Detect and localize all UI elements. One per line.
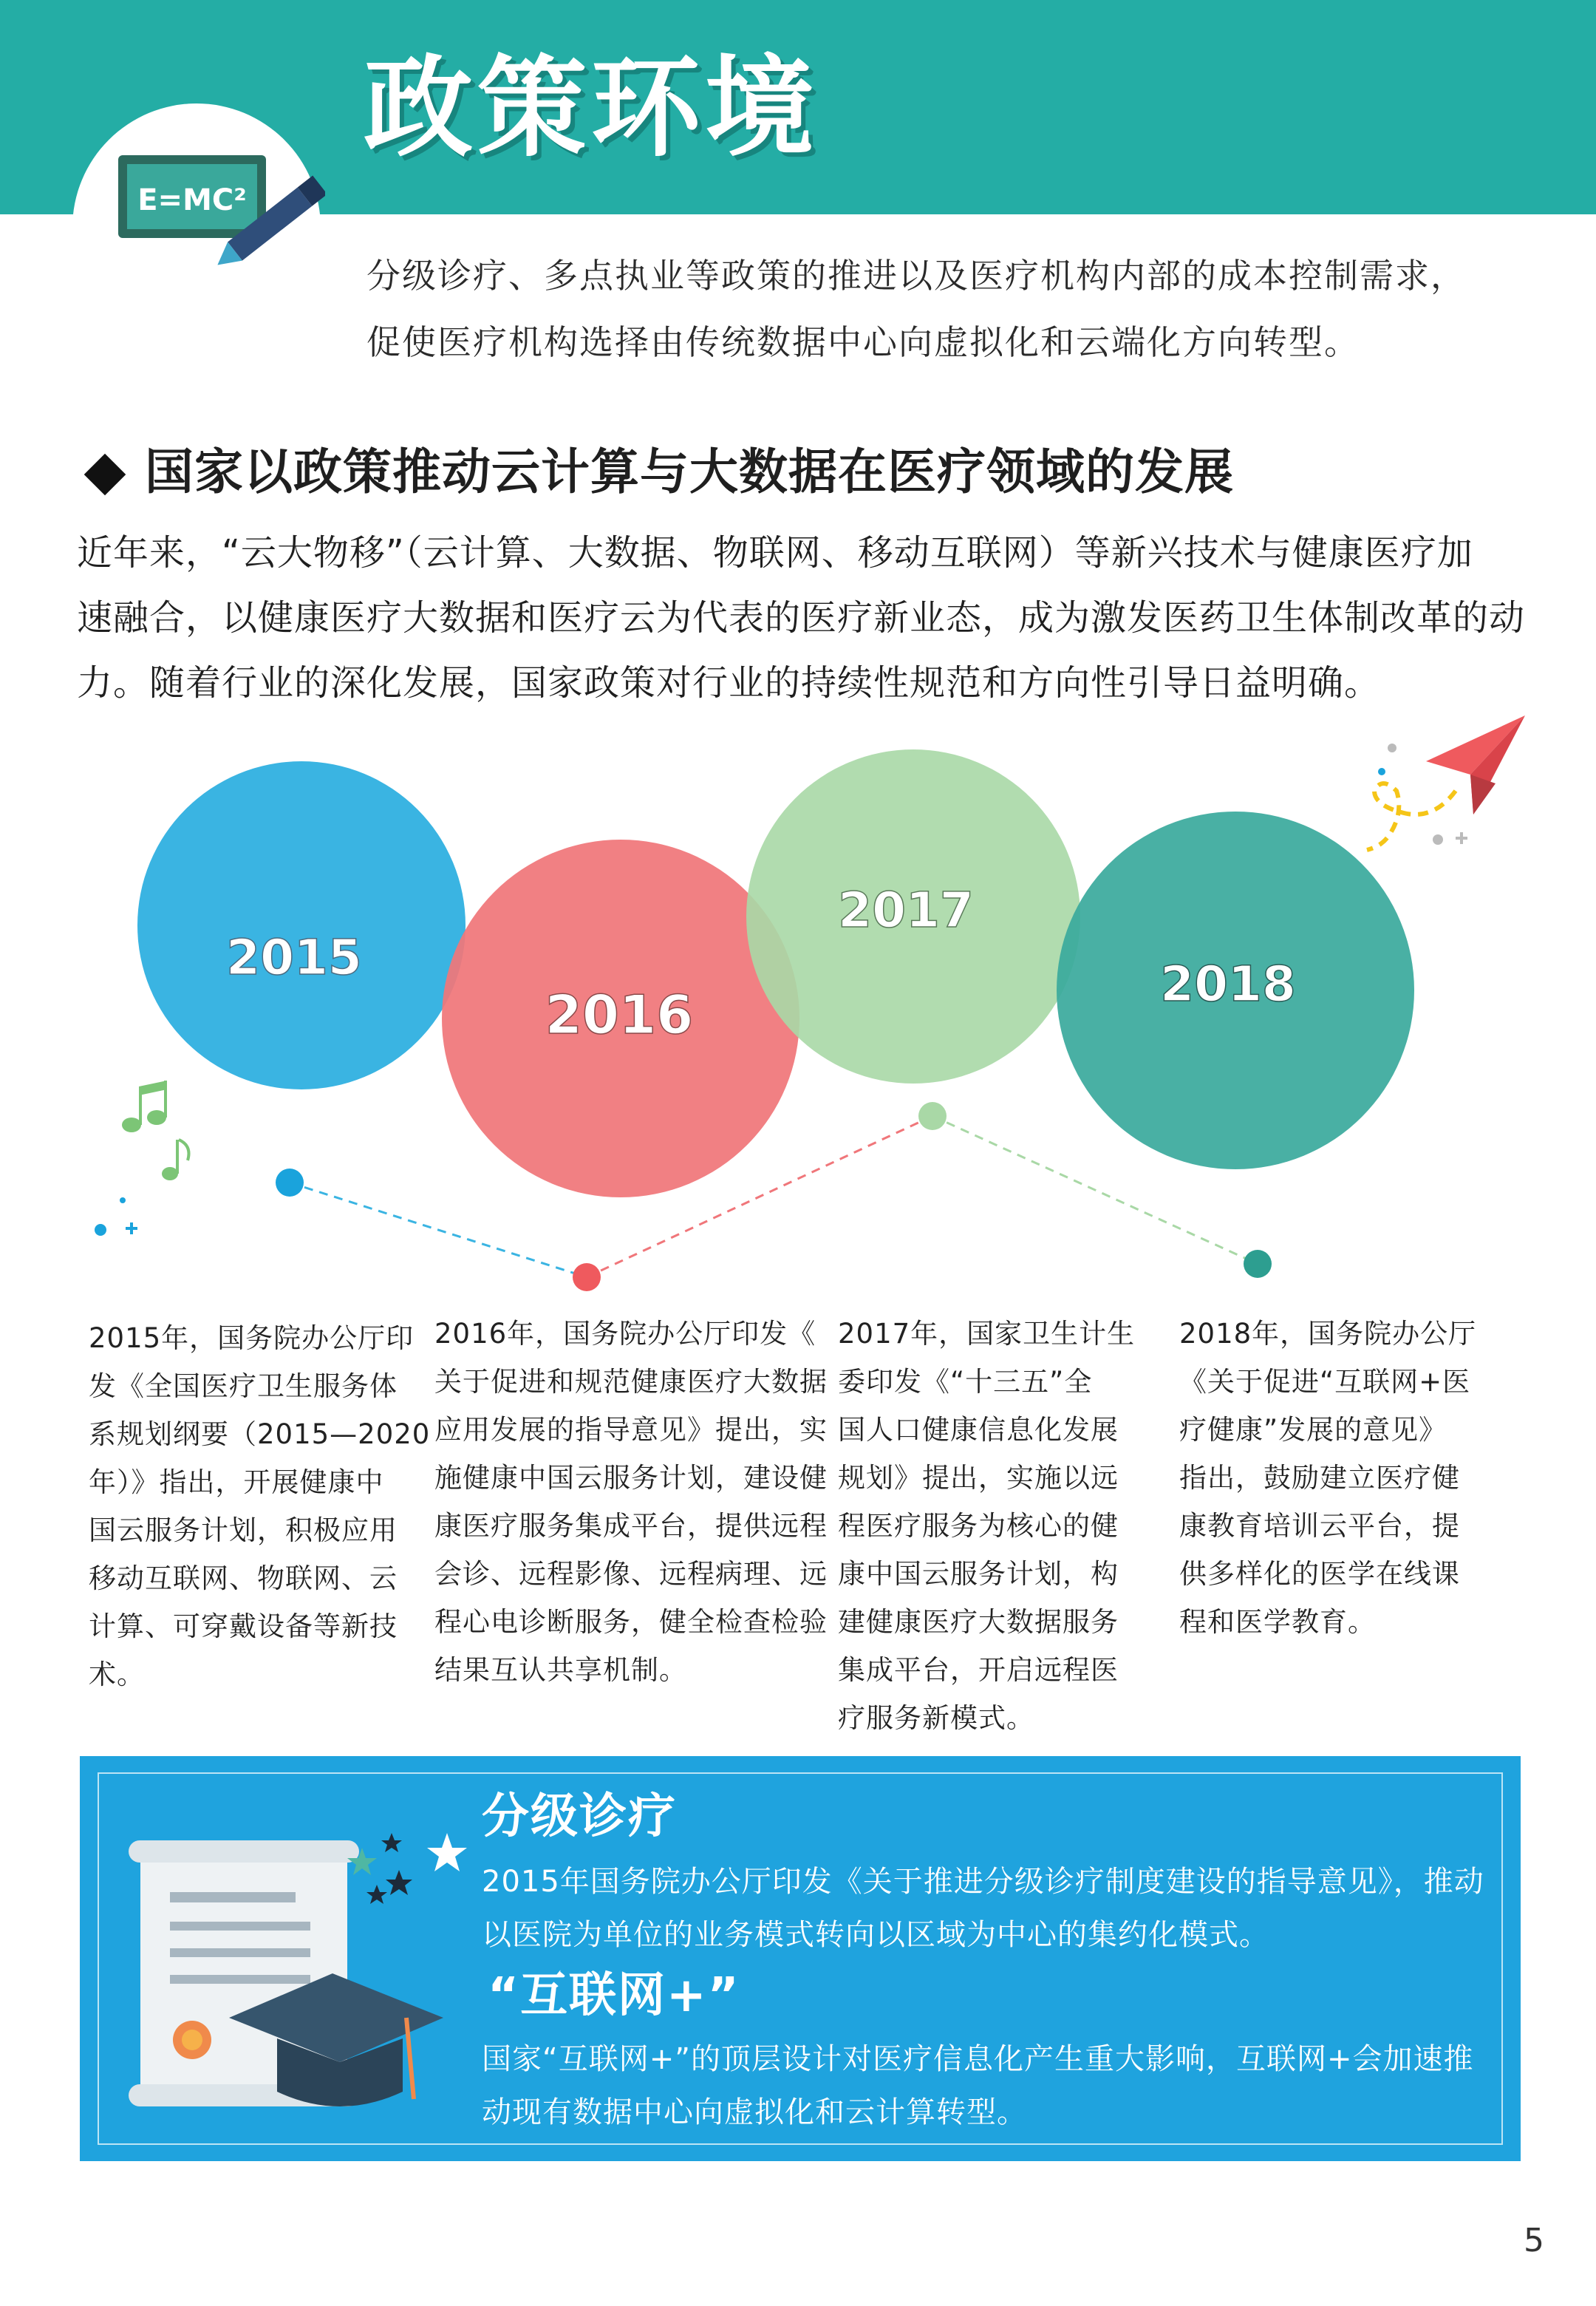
- intro-line-1: 分级诊疗、多点执业等政策的推进以及医疗机构内部的成本控制需求，: [366, 256, 1466, 296]
- year-label-2015: 2015: [226, 929, 362, 986]
- paragraph-line-3: 力。随着行业的深化发展，国家政策对行业的持续性规范和方向性引导日益明确。: [77, 662, 1381, 704]
- paragraph-line-2: 速融合，以健康医疗大数据和医疗云为代表的医疗新业态，成为激发医药卫生体制改革的动: [77, 597, 1526, 639]
- timeline-dot-2015: [276, 1169, 304, 1197]
- timeline-dot-2018: [1244, 1250, 1272, 1278]
- graduation-diploma-icon: [111, 1803, 480, 2129]
- paragraph-line-1: 近年来，“云大物移”（云计算、大数据、物联网、移动互联网）等新兴技术与健康医疗加: [77, 532, 1473, 574]
- section-heading: 国家以政策推动云计算与大数据在医疗领域的发展: [145, 443, 1234, 500]
- intro-line-2: 促使医疗机构选择由传统数据中心向虚拟化和云端化方向转型。: [366, 322, 1360, 362]
- box-text1-line1: 2015年国务院办公厅印发《关于推进分级诊疗制度建设的指导意见》，推动: [482, 1865, 1484, 1899]
- diamond-bullet-icon: [84, 454, 126, 496]
- formula-board-icon: [111, 148, 325, 288]
- timeline-desc-2018: 2018年，国务院办公厅 《关于促进“互联网+医 疗健康”发展的意见》 指出，鼓励建立医疗健 康教育培训云平台，提 供多样化的医学在线课 程和医学教育。: [1179, 1318, 1477, 1638]
- circle-2015: [137, 761, 466, 1089]
- timeline-desc-2017: 2017年，国家卫生计生 委印发《“十三五”全 国人口健康信息化发展 规划》提出，实施以远 程医疗服务为核心的健 康中国云服务计划，构 建健康医疗大数据服务 集成平台，开启远程医 疗服务新模式。: [838, 1318, 1136, 1734]
- year-label-2018: 2018: [1160, 956, 1296, 1013]
- paper-plane-icon: [1426, 715, 1525, 814]
- music-note-icon: [122, 1081, 189, 1180]
- box-heading-tiered-care: 分级诊疗: [482, 1789, 677, 1844]
- box-text2-line2: 动现有数据中心向虚拟化和云计算转型。: [482, 2095, 1027, 2129]
- sparkle-dots-left: [95, 1197, 137, 1236]
- timeline-dot-2017: [918, 1102, 947, 1130]
- page-number: 5: [1524, 2222, 1544, 2259]
- year-label-2016: 2016: [545, 984, 694, 1046]
- year-label-2017: 2017: [838, 882, 974, 939]
- box-text2-line1: 国家“互联网+”的顶层设计对医疗信息化产生重大影响，互联网+会加速推: [482, 2042, 1474, 2076]
- timeline-graphic: [0, 710, 1596, 1301]
- box-text1-line2: 以医院为单位的业务模式转向以区域为中心的集约化模式。: [482, 1918, 1269, 1952]
- svg-text:E=MC²: E=MC²: [137, 183, 247, 217]
- timeline-desc-2015: 2015年，国务院办公厅印 发《全国医疗卫生服务体 系规划纲要（2015—2020 年）》指出，开展健康中 国云服务计划，积极应用 移动互联网、物联网、云 计算、可穿戴设备等新技 术。: [89, 1322, 431, 1690]
- box-heading-internet-plus: “互联网+”: [488, 1968, 740, 2023]
- connector-2015-2016: [290, 1183, 587, 1277]
- page-title: 政策环境: [364, 44, 819, 171]
- timeline-desc-2016: 2016年，国务院办公厅印发《 关于促进和规范健康医疗大数据 应用发展的指导意见》提出，实 施健康中国云服务计划，建设健 康医疗服务集成平台，提供远程 会诊、远程影像、远程病理、远 程心电诊断服务，健全检查检验 结果互认共享机制。: [434, 1318, 828, 1686]
- timeline-dot-2016: [573, 1263, 601, 1291]
